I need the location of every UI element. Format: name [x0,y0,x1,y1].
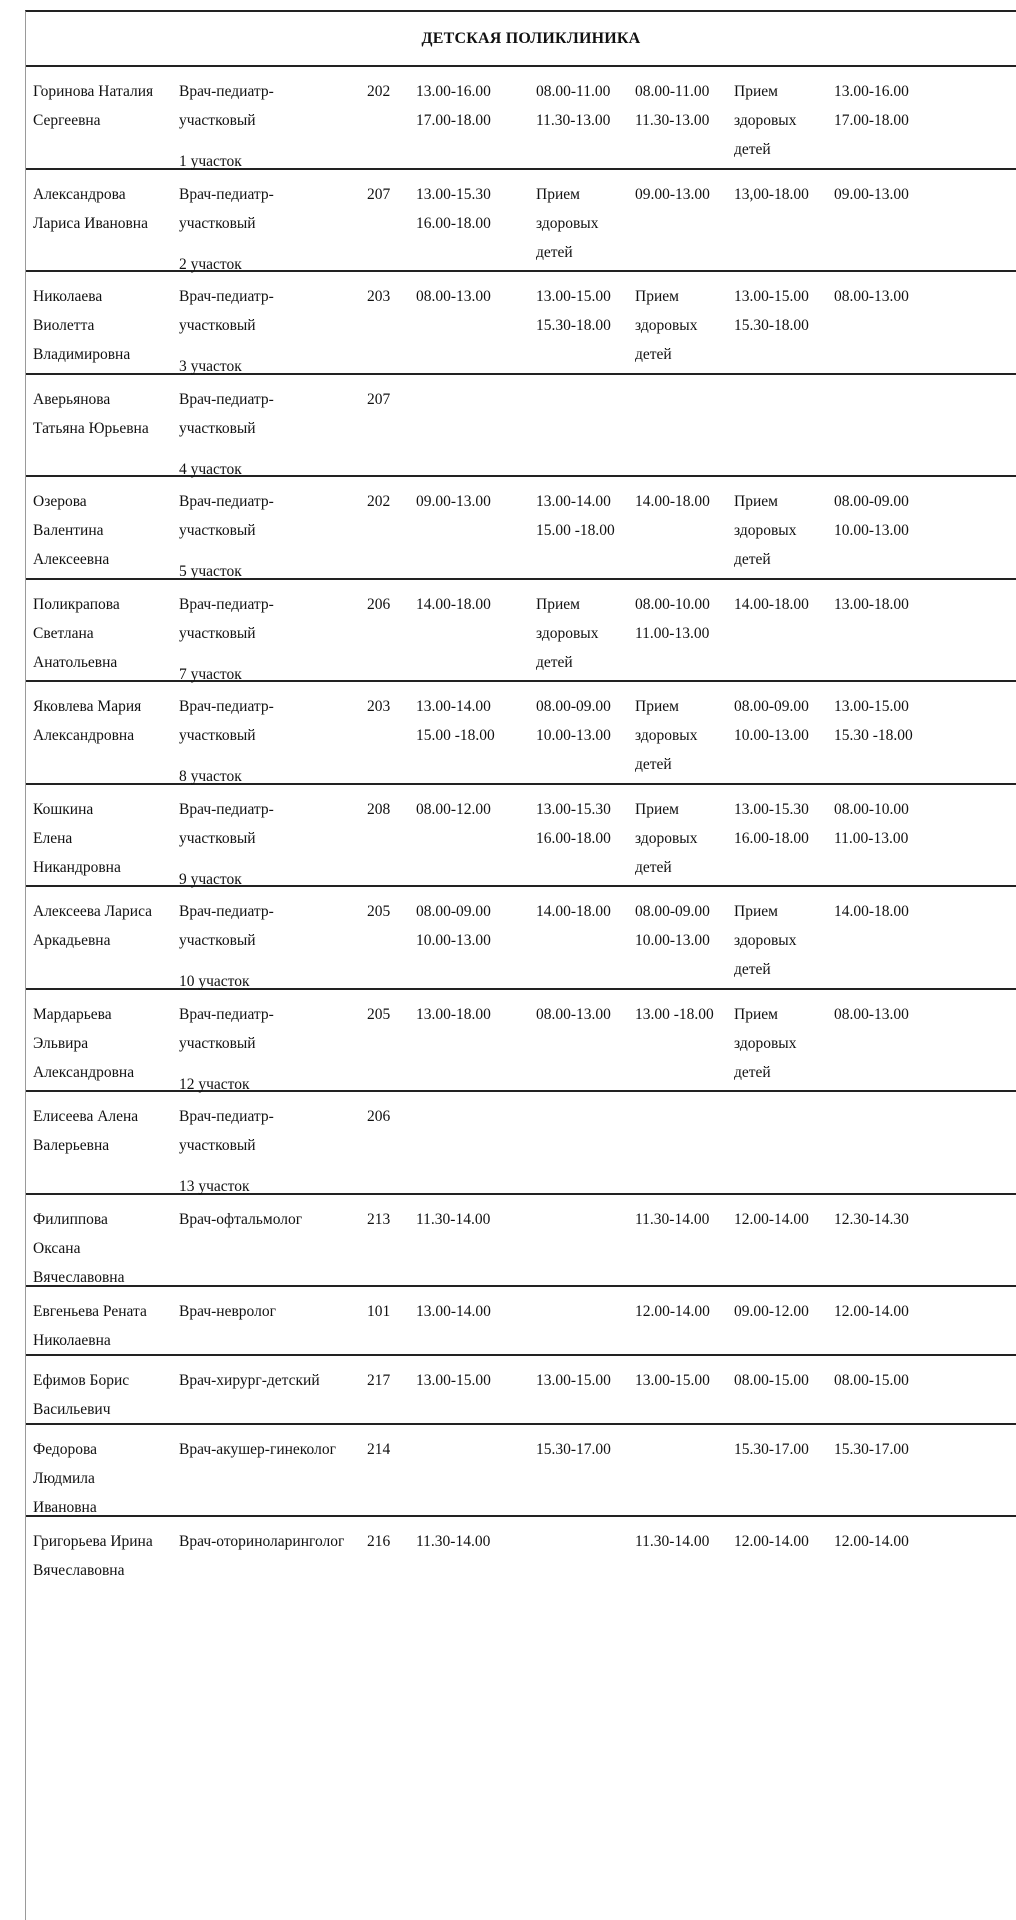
doctor-name: Григорьева Ирина Вячеславовна [33,1533,153,1579]
schedule-day-2: Прием здоровых детей [536,596,599,671]
district-number: 7 участок [179,666,242,683]
room-number: 101 [367,1303,391,1320]
schedule-day-1: 09.00-13.00 [416,493,491,510]
table-row [26,682,1016,785]
schedule-day-4: Прием здоровых детей [734,1006,797,1081]
schedule-day-1: 08.00-13.00 [416,288,491,305]
doctor-position: Врач-педиатр- участковый 12 участок [179,1000,274,1099]
room-number: 202 [367,493,391,510]
doctor-name: Яковлева Мария Александровна [33,698,142,744]
doctor-name: Аверьянова Татьяна Юрьевна [33,391,149,437]
schedule-day-5: 15.30-17.00 [834,1441,909,1458]
schedule-day-3: 08.00-10.00 11.00-13.00 [635,596,710,642]
doctor-name: Горинова Наталия Сергеевна [33,83,154,129]
room-number: 217 [367,1372,391,1389]
table-row [26,990,1016,1092]
schedule-day-2: 13.00-15.00 15.30-18.00 [536,288,611,334]
schedule-day-2: 14.00-18.00 [536,903,611,920]
schedule-day-5: 08.00-10.00 11.00-13.00 [834,801,909,847]
schedule-day-5: 08.00-09.00 10.00-13.00 [834,493,909,539]
schedule-day-3: 08.00-11.00 11.30-13.00 [635,83,710,129]
schedule-day-2: 13.00-15.00 [536,1372,611,1389]
doctor-position: Врач-оториноларинголог [179,1533,345,1550]
schedule-day-2: 08.00-09.00 10.00-13.00 [536,698,611,744]
doctor-position: Врач-педиатр- участковый 9 участок [179,795,274,894]
schedule-day-1: 08.00-09.00 10.00-13.00 [416,903,491,949]
doctor-name: Николаева Виолетта Владимировна [33,288,131,363]
schedule-table [25,10,1016,1920]
room-number: 214 [367,1441,391,1458]
doctor-name: Поликрапова Светлана Анатольевна [33,596,120,671]
doctor-name: Мардарьева Эльвира Александровна [33,1006,135,1081]
schedule-day-4: 13,00-18.00 [734,186,809,203]
district-number: 5 участок [179,563,242,580]
schedule-day-2: 08.00-13.00 [536,1006,611,1023]
schedule-day-1: 08.00-12.00 [416,801,491,818]
table-row [26,1425,1016,1517]
schedule-day-5: 12.00-14.00 [834,1533,909,1550]
doctor-position: Врач-хирург-детский [179,1372,320,1389]
district-number: 12 участок [179,1076,250,1093]
district-number: 4 участок [179,461,242,478]
schedule-day-3: Прием здоровых детей [635,288,698,363]
schedule-day-2: 13.00-14.00 15.00 -18.00 [536,493,615,539]
schedule-day-4: Прием здоровых детей [734,903,797,978]
table-row [26,887,1016,990]
schedule-day-4: 08.00-09.00 10.00-13.00 [734,698,809,744]
doctor-name: Ефимов Борис Васильевич [33,1372,130,1418]
schedule-day-3: 13.00 -18.00 [635,1006,714,1023]
schedule-day-5: 12.30-14.30 [834,1211,909,1228]
table-row [26,1287,1016,1356]
district-number: 9 участок [179,871,242,888]
table-row [26,1195,1016,1287]
schedule-day-4: 12.00-14.00 [734,1533,809,1550]
schedule-day-5: 13.00-18.00 [834,596,909,613]
doctor-name: Александрова Лариса Ивановна [33,186,148,232]
table-row [26,1517,1016,1607]
schedule-day-1: 11.30-14.00 [416,1211,491,1228]
schedule-day-1: 13.00-15.00 [416,1372,491,1389]
room-number: 205 [367,903,391,920]
district-number: 10 участок [179,973,250,990]
room-number: 203 [367,288,391,305]
doctor-position: Врач-педиатр- участковый 5 участок [179,487,274,586]
doctor-name: Озерова Валентина Алексеевна [33,493,110,568]
district-number: 3 участок [179,358,242,375]
schedule-day-3: 08.00-09.00 10.00-13.00 [635,903,710,949]
doctor-position: Врач-педиатр- участковый 3 участок [179,282,274,381]
schedule-day-5: 14.00-18.00 [834,903,909,920]
room-number: 206 [367,1108,391,1125]
schedule-day-5: 09.00-13.00 [834,186,909,203]
doctor-position: Врач-акушер-гинеколог [179,1441,336,1458]
schedule-day-4: 09.00-12.00 [734,1303,809,1320]
district-number: 13 участок [179,1178,250,1195]
schedule-day-4: 15.30-17.00 [734,1441,809,1458]
schedule-day-1: 13.00-14.00 [416,1303,491,1320]
doctor-name: Елисеева Алена Валерьевна [33,1108,139,1154]
room-number: 202 [367,83,391,100]
schedule-day-5: 08.00-13.00 [834,288,909,305]
doctor-position: Врач-невролог [179,1303,276,1320]
schedule-day-4: Прием здоровых детей [734,493,797,568]
schedule-day-2: Прием здоровых детей [536,186,599,261]
schedule-day-2: 15.30-17.00 [536,1441,611,1458]
doctor-position: Врач-педиатр- участковый 1 участок [179,77,274,176]
doctor-position: Врач-педиатр- участковый 7 участок [179,590,274,689]
table-body [26,67,1016,1607]
schedule-day-4: Прием здоровых детей [734,83,797,158]
room-number: 203 [367,698,391,715]
schedule-day-5: 12.00-14.00 [834,1303,909,1320]
room-number: 207 [367,391,391,408]
doctor-name: Евгеньева Рената Николаевна [33,1303,147,1349]
table-row [26,67,1016,170]
doctor-position: Врач-офтальмолог [179,1211,303,1228]
doctor-position: Врач-педиатр- участковый 13 участок [179,1102,274,1201]
room-number: 216 [367,1533,391,1550]
table-row [26,1092,1016,1195]
schedule-day-1: 13.00-18.00 [416,1006,491,1023]
doctor-position: Врач-педиатр- участковый 2 участок [179,180,274,279]
schedule-day-4: 12.00-14.00 [734,1211,809,1228]
schedule-day-3: Прием здоровых детей [635,801,698,876]
schedule-day-3: Прием здоровых детей [635,698,698,773]
page-bottom-fade [26,1880,1016,1920]
schedule-day-3: 09.00-13.00 [635,186,710,203]
schedule-day-1: 13.00-14.00 15.00 -18.00 [416,698,495,744]
doctor-position: Врач-педиатр- участковый 10 участок [179,897,274,996]
table-row [26,580,1016,682]
room-number: 208 [367,801,391,818]
schedule-day-1: 13.00-15.30 16.00-18.00 [416,186,491,232]
schedule-day-3: 12.00-14.00 [635,1303,710,1320]
doctor-name: Филиппова Оксана Вячеславовна [33,1211,125,1286]
table-row [26,272,1016,375]
doctor-name: Кошкина Елена Никандровна [33,801,121,876]
schedule-day-3: 13.00-15.00 [635,1372,710,1389]
table-row [26,477,1016,580]
schedule-day-3: 14.00-18.00 [635,493,710,510]
schedule-day-1: 13.00-16.00 17.00-18.00 [416,83,491,129]
doctor-name: Федорова Людмила Ивановна [33,1441,98,1516]
schedule-day-4: 13.00-15.30 16.00-18.00 [734,801,809,847]
room-number: 206 [367,596,391,613]
district-number: 1 участок [179,153,242,170]
schedule-day-4: 08.00-15.00 [734,1372,809,1389]
schedule-day-5: 08.00-15.00 [834,1372,909,1389]
schedule-day-1: 11.30-14.00 [416,1533,491,1550]
room-number: 213 [367,1211,391,1228]
doctor-position: Врач-педиатр- участковый 8 участок [179,692,274,791]
table-row [26,375,1016,477]
table-title: ДЕТСКАЯ ПОЛИКЛИНИКА [26,12,1016,67]
room-number: 205 [367,1006,391,1023]
schedule-day-1: 14.00-18.00 [416,596,491,613]
schedule-day-3: 11.30-14.00 [635,1533,710,1550]
schedule-day-4: 14.00-18.00 [734,596,809,613]
schedule-day-4: 13.00-15.00 15.30-18.00 [734,288,809,334]
district-number: 2 участок [179,256,242,273]
table-row [26,170,1016,272]
schedule-day-5: 08.00-13.00 [834,1006,909,1023]
schedule-day-5: 13.00-16.00 17.00-18.00 [834,83,909,129]
doctor-name: Алексеева Лариса Аркадьевна [33,903,153,949]
schedule-day-2: 08.00-11.00 11.30-13.00 [536,83,611,129]
schedule-day-5: 13.00-15.00 15.30 -18.00 [834,698,913,744]
room-number: 207 [367,186,391,203]
table-row [26,785,1016,887]
table-row [26,1356,1016,1425]
district-number: 8 участок [179,768,242,785]
doctor-position: Врач-педиатр- участковый 4 участок [179,385,274,484]
schedule-day-3: 11.30-14.00 [635,1211,710,1228]
schedule-day-2: 13.00-15.30 16.00-18.00 [536,801,611,847]
